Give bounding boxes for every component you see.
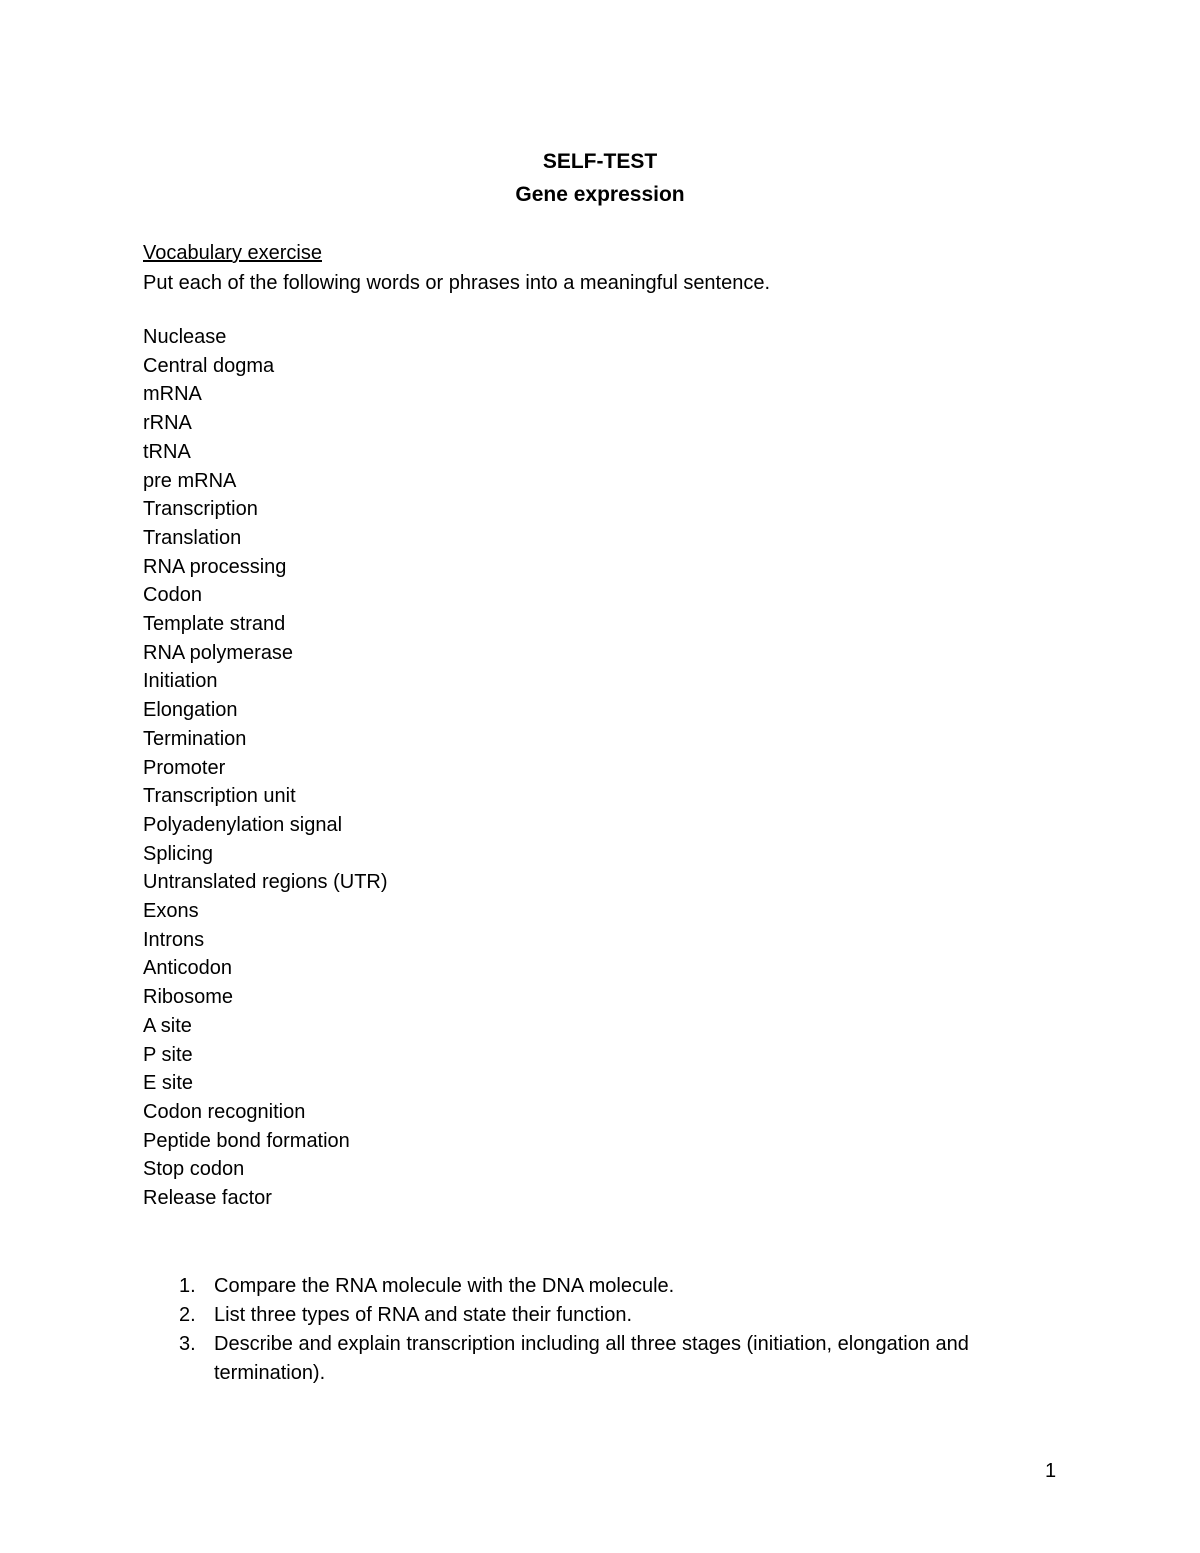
vocab-item: Release factor: [143, 1187, 272, 1210]
title-block: [0, 145, 1200, 211]
vocab-item: P site: [143, 1043, 193, 1066]
vocab-item: Codon: [143, 584, 202, 607]
vocab-item: Central dogma: [143, 354, 275, 377]
vocab-item: Introns: [143, 928, 205, 951]
vocabulary-section: [143, 238, 1103, 1213]
vocab-item: RNA processing: [143, 555, 287, 578]
vocab-item: Translation: [143, 526, 242, 549]
vocab-item: Promoter: [143, 756, 226, 779]
question-text: List three types of RNA and state their function.: [214, 1304, 633, 1326]
question-text: Describe and explain transcription including all three stages (initiation, elongation and termination).: [214, 1333, 969, 1384]
vocab-item: pre mRNA: [143, 469, 237, 492]
vocab-item: Nuclease: [143, 326, 227, 348]
vocab-item: Termination: [143, 727, 247, 750]
vocab-item: Untranslated regions (UTR): [143, 871, 388, 894]
question-number: 3.: [179, 1333, 196, 1355]
vocab-item: E site: [143, 1072, 194, 1095]
document-title: SELF-TEST: [542, 150, 658, 173]
vocab-item: A site: [143, 1014, 192, 1037]
question-item: [143, 1301, 1063, 1330]
vocab-item: Transcription: [143, 498, 258, 521]
vocab-item: Stop codon: [143, 1158, 245, 1181]
vocab-item: Template strand: [143, 613, 286, 636]
vocab-item: Codon recognition: [143, 1100, 306, 1123]
vocab-item: Peptide bond formation: [143, 1129, 350, 1152]
vocab-item: Polyadenylation signal: [143, 813, 343, 836]
vocabulary-list: [143, 323, 1103, 1213]
section-heading: Vocabulary exercise: [143, 242, 322, 264]
document-subtitle: Gene expression: [515, 183, 685, 206]
vocab-item: Elongation: [143, 699, 238, 722]
vocab-item: Splicing: [143, 842, 214, 865]
vocab-item: Ribosome: [143, 986, 234, 1009]
instruction-text: Put each of the following words or phrases into a meaningful sentence.: [143, 272, 771, 294]
vocab-item: RNA polymerase: [143, 641, 294, 664]
vocab-item: mRNA: [143, 383, 202, 406]
vocab-item: Initiation: [143, 670, 218, 693]
page-number: 1: [1045, 1460, 1057, 1482]
vocab-item: tRNA: [143, 440, 191, 463]
question-number: 1.: [179, 1275, 196, 1297]
question-number: 2.: [179, 1304, 196, 1326]
question-item: [143, 1272, 1063, 1301]
question-item: [143, 1330, 1063, 1388]
vocab-item: Transcription unit: [143, 785, 296, 808]
questions-list: [143, 1272, 1063, 1388]
question-text: Compare the RNA molecule with the DNA molecule.: [214, 1275, 675, 1297]
vocab-item: Anticodon: [143, 957, 232, 980]
vocab-item: Exons: [143, 900, 199, 923]
vocab-item: rRNA: [143, 412, 192, 435]
